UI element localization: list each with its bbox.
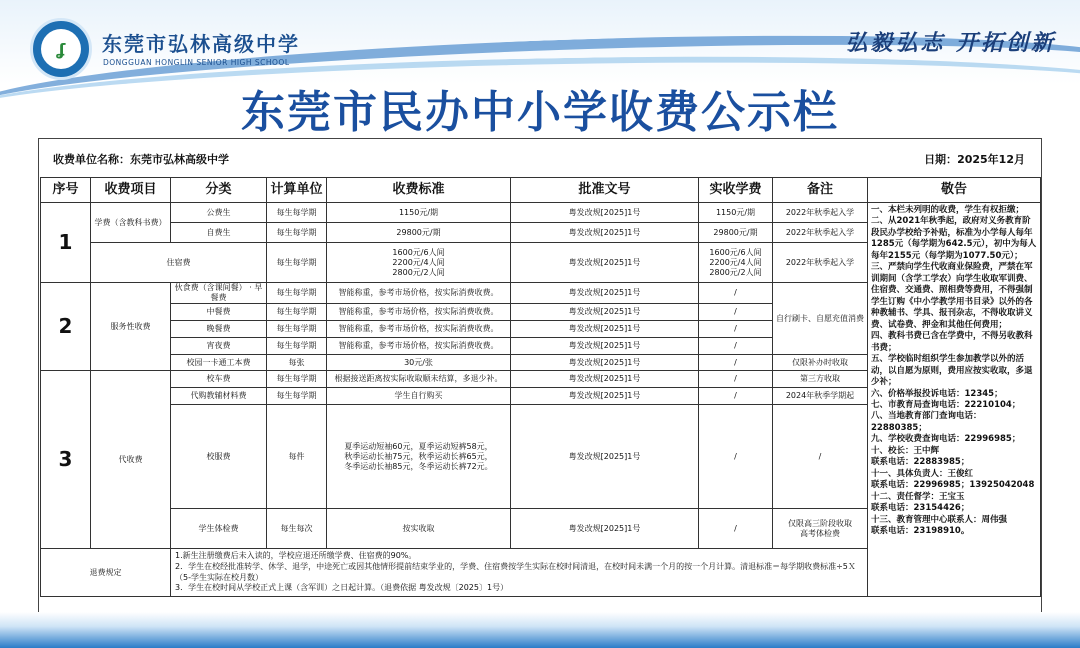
approval-number: 粤发改规[2025]1号 <box>511 283 699 304</box>
page-title: 东莞市民办中小学收费公示栏 <box>241 87 839 138</box>
remark: 仅限补办时收取 <box>773 355 868 371</box>
fee-standard: 根据接送距离按实际收取顺未结算，多退少补。 <box>327 371 511 388</box>
actual-fee: / <box>699 355 773 371</box>
remark-line: 高考体检费 <box>800 528 840 538</box>
fee-unit: 每生每学期 <box>267 283 327 304</box>
notice-line: 九、学校收费查询电话：22996985； <box>871 434 1021 445</box>
refund-line: 1.新生注册缴费后未入读的，学校应退还所缴学费、住宿费的90%。 <box>175 550 417 560</box>
unit-label: 收费单位名称： <box>53 153 130 166</box>
col-header: 批准文号 <box>511 178 699 203</box>
fee-standard <box>327 405 511 509</box>
approval-number: 粤发改规[2025]1号 <box>511 203 699 223</box>
approval-number: 粤发改规[2025]1号 <box>511 321 699 338</box>
remark: / <box>773 405 868 509</box>
school-logo <box>30 18 92 80</box>
remark-line: 仅限高三阶段收取 <box>788 518 852 528</box>
unit-info <box>53 151 229 167</box>
fee-standard <box>327 243 511 283</box>
col-header: 敬告 <box>868 178 1041 203</box>
fee-standard: 学生自行购买 <box>327 388 511 405</box>
remark: 2022年秋季起入学 <box>773 223 868 243</box>
refund-line: 2．学生在校经批准转学、休学、退学，中途死亡或因其他情形提前结束学业的，学费、住宿费按学生实际在校时间清退，在校时间未满一个月的按一个月计算。清退标准＝每学期收费标准÷5Ｘ <box>175 561 856 571</box>
fee-unit: 每生每次 <box>267 509 327 549</box>
col-header: 序号 <box>41 178 91 203</box>
notice-line: 联系电话：23198910。 <box>871 526 970 537</box>
fee-class: 中餐费 <box>171 304 267 321</box>
fee-standard: 1150元/期 <box>327 203 511 223</box>
fee-unit: 每生每学期 <box>267 371 327 388</box>
notice-line: 五、学校临时组织学生参加教学以外的活动，以自愿为原则，费用应按实收取，多退少补； <box>871 354 1033 388</box>
remark: 自行刷卡、自愿充值消费 <box>773 283 868 355</box>
refund-label: 退费规定 <box>41 549 171 597</box>
actual-fee: / <box>699 388 773 405</box>
remark: 2024年秋季学期起 <box>773 388 868 405</box>
fee-class: 伙食费（含课间餐） · 早餐费 <box>171 283 267 304</box>
refund-line: 3．学生在校时间从学校正式上课（含军训）之日起计算。（退费依据 粤发改规〔2025〕1号） <box>175 583 509 593</box>
section-number: 1 <box>41 203 91 283</box>
fee-class: 学生体检费 <box>171 509 267 549</box>
notice-line: 联系电话：23154426； <box>871 503 970 514</box>
fee-class: 公费生 <box>171 203 267 223</box>
fee-class: 校服费 <box>171 405 267 509</box>
notice-line: 一、本栏未列明的收费，学生有权拒缴； <box>871 205 1025 215</box>
notice-line: 联系电话：22996985；13925042048 <box>871 480 1035 491</box>
col-header: 计算单位 <box>267 178 327 203</box>
notice-line: 六、价格举报投诉电话：12345； <box>871 388 1003 399</box>
actual-fee: / <box>699 338 773 355</box>
actual-fee: / <box>699 405 773 509</box>
actual-fee <box>699 243 773 283</box>
fee-item: 代收费 <box>91 371 171 549</box>
actual-fee: / <box>699 509 773 549</box>
col-header: 收费标准 <box>327 178 511 203</box>
approval-number: 粤发改规[2025]1号 <box>511 223 699 243</box>
remark: 第三方收取 <box>773 371 868 388</box>
unit-name: 东莞市弘林高级中学 <box>130 153 229 166</box>
approval-number: 粤发改规[2025]1号 <box>511 355 699 371</box>
col-header: 实收学费 <box>699 178 773 203</box>
standard-line: 1600元/6人间 <box>392 247 445 257</box>
notice-line: 十、校长：王中辉 <box>871 445 940 456</box>
actual-fee: / <box>699 321 773 338</box>
remark: 2022年秋季起入学 <box>773 243 868 283</box>
notice-line: 十一、具体负责人：王俊红 <box>871 468 974 479</box>
fee-standard: 29800元/期 <box>327 223 511 243</box>
remark <box>773 509 868 549</box>
refund-rules <box>171 549 1041 597</box>
fee-unit: 每生每学期 <box>267 203 327 223</box>
fee-standard: 智能称重，参考市场价格，按实际消费收费。 <box>327 321 511 338</box>
notice-line: 十三、教育管理中心联系人：周伟强 <box>871 514 1008 525</box>
notice-line: 七、市教育局查询电话：22210104； <box>871 399 1021 410</box>
approval-number: 粤发改规[2025]1号 <box>511 338 699 355</box>
approval-number: 粤发改规[2025]1号 <box>511 304 699 321</box>
actual-line: 1600元/6人间 <box>709 247 762 257</box>
notice-line: 二、从2021年秋季起，政府对义务教育阶段民办学校给予补贴，标准为小学每人每年1285元（每学期为642.5元），初中为每人每年2155元（每学期为1077.50元）； <box>871 216 1037 261</box>
col-header: 备注 <box>773 178 868 203</box>
notice-line: 三、严禁向学生代收商业保险费，严禁在军训期间（含学工学农）向学生收取军训费、住宿费、交通费、照相费等费用，不得强制学生订购《中小学教学用书目录》以外的各种教辅书、学具、报刊杂志，不得收取讲义费、试卷费、押金和其他任何费用； <box>871 262 1033 330</box>
actual-fee: 29800元/期 <box>699 223 773 243</box>
date-info <box>924 151 1025 167</box>
fee-unit: 每生每学期 <box>267 338 327 355</box>
fee-unit: 每件 <box>267 405 327 509</box>
fee-standard: 智能称重，参考市场价格，按实际消费收费。 <box>327 304 511 321</box>
fee-standard: 30元/张 <box>327 355 511 371</box>
approval-number: 粤发改规[2025]1号 <box>511 388 699 405</box>
notice-line: 四、教科书费已含在学费中，不得另收教科书费； <box>871 331 1033 353</box>
meal-class: 早餐费 <box>210 283 263 302</box>
actual-fee: / <box>699 371 773 388</box>
fee-unit: 每生每学期 <box>267 223 327 243</box>
fee-standard: 按实收取 <box>327 509 511 549</box>
notice-line: 十二、责任督学：王宝玉 <box>871 491 965 502</box>
standard-line: 2200元/4人间 <box>392 257 445 267</box>
remark: 2022年秋季起入学 <box>773 203 868 223</box>
fee-table <box>40 177 1041 597</box>
fee-class: 自费生 <box>171 223 267 243</box>
fee-standard: 智能称重，参考市场价格，按实际消费收费。 <box>327 338 511 355</box>
approval-number: 粤发改规[2025]1号 <box>511 405 699 509</box>
actual-fee: 1150元/期 <box>699 203 773 223</box>
actual-line: 2200元/4人间 <box>709 257 762 267</box>
standard-line: 冬季运动长袖85元，冬季运动长裤72元。 <box>344 461 493 471</box>
fee-item: 服务性收费 <box>91 283 171 371</box>
fee-unit: 每张 <box>267 355 327 371</box>
section-number: 3 <box>41 371 91 549</box>
fee-unit: 每生每学期 <box>267 304 327 321</box>
actual-fee: / <box>699 304 773 321</box>
actual-fee: / <box>699 283 773 304</box>
school-name-en: DONGGUAN HONGLIN SENIOR HIGH SCHOOL <box>103 58 290 67</box>
approval-number: 粤发改规[2025]1号 <box>511 509 699 549</box>
footer-wave <box>0 612 1080 648</box>
fee-class: 代购教辅材料费 <box>171 388 267 405</box>
date-value: 2025年12月 <box>957 153 1025 166</box>
section-number: 2 <box>41 283 91 371</box>
col-header: 收费项目 <box>91 178 171 203</box>
fee-class: 校车费 <box>171 371 267 388</box>
fee-class: 宵夜费 <box>171 338 267 355</box>
standard-line: 夏季运动短袖60元，夏季运动短裤58元， <box>344 441 493 451</box>
standard-line: 秋季运动长袖75元，秋季运动长裤65元， <box>344 451 493 461</box>
fee-class: 校园一卡通工本费 <box>171 355 267 371</box>
notices-panel <box>868 203 1041 597</box>
fee-class: 晚餐费 <box>171 321 267 338</box>
approval-number: 粤发改规[2025]1号 <box>511 371 699 388</box>
fee-unit: 每生每学期 <box>267 388 327 405</box>
school-motto: 弘毅弘志 开拓创新 <box>845 30 1056 56</box>
notice-line: 八、当地教育部门查询电话：22880385； <box>871 411 982 433</box>
fee-item: 学费（含教科书费） <box>91 203 171 243</box>
logo-emblem-icon: ʆ <box>41 29 81 69</box>
header-row <box>41 178 1041 203</box>
school-name-cn: 东莞市弘林高级中学 <box>102 32 300 56</box>
actual-line: 2800元/2人间 <box>709 267 762 277</box>
date-label: 日期： <box>924 153 958 166</box>
fee-unit: 每生每学期 <box>267 243 327 283</box>
refund-line: （5-学生实际在校月数） <box>175 572 263 582</box>
table-row <box>41 203 1041 223</box>
fee-standard: 智能称重，参考市场价格，按实际消费收费。 <box>327 283 511 304</box>
fee-item: 住宿费 <box>91 243 267 283</box>
approval-number: 粤发改规[2025]1号 <box>511 243 699 283</box>
food-group-label: 伙食费（含课间餐） <box>174 283 247 292</box>
fee-unit: 每生每学期 <box>267 321 327 338</box>
refund-row <box>41 549 1041 597</box>
notice-line: 联系电话：22883985； <box>871 457 970 468</box>
standard-line: 2800元/2人间 <box>392 267 445 277</box>
fee-sheet <box>38 138 1042 614</box>
col-header: 分类 <box>171 178 267 203</box>
